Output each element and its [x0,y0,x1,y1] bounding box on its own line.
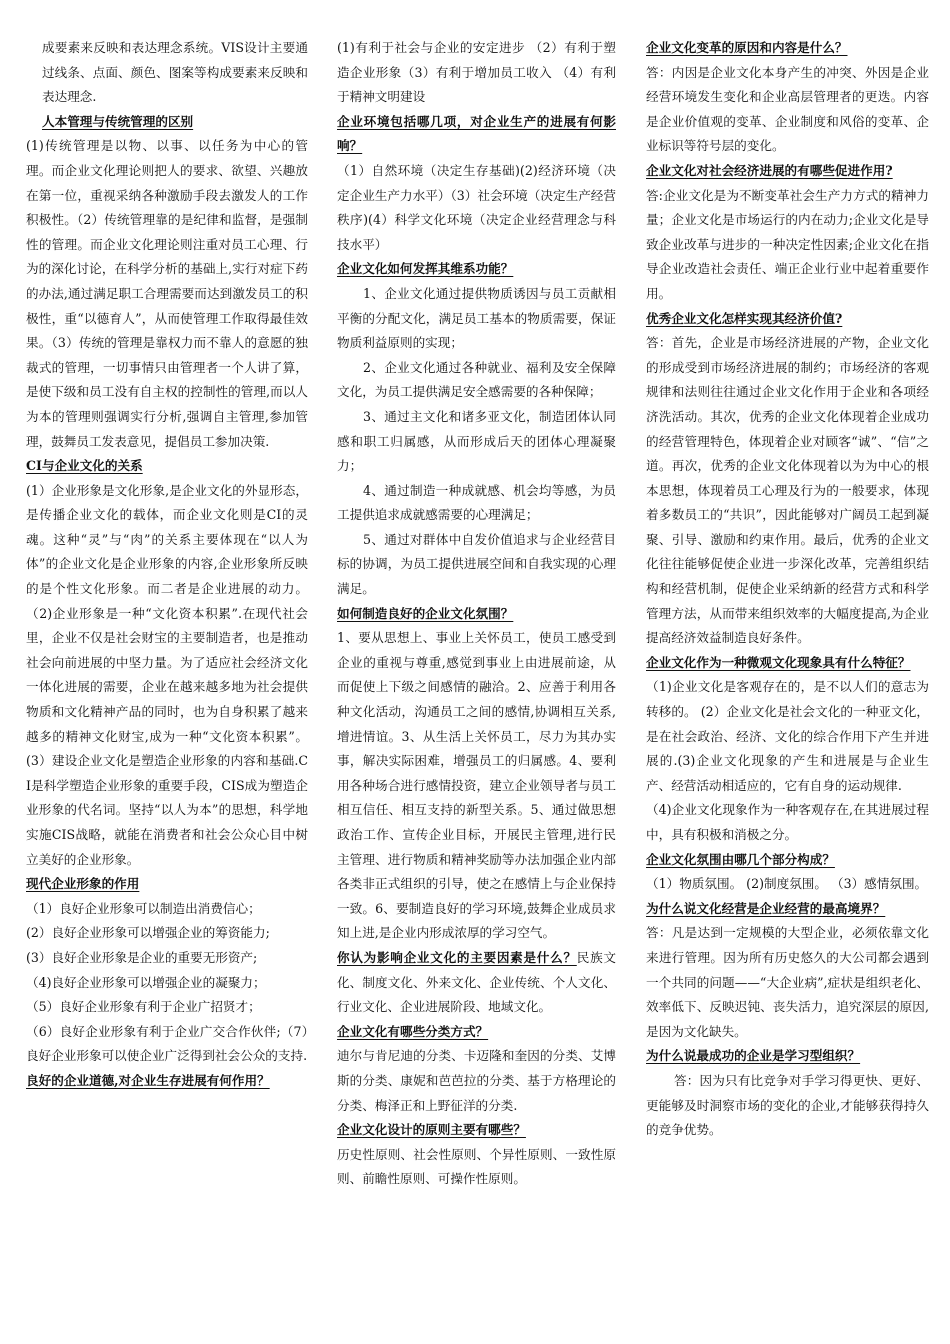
section-heading: 企业文化变革的原因和内容是什么？ [646,40,848,55]
paragraph: （1）物质氛围。 (2)制度氛围。 （3）感情氛围。 [646,876,928,892]
paragraph: 2、企业文化通过各种就业、福利及安全保障文化，为员工提供满足安全感需要的各种保障； [337,359,616,400]
paragraph-text: 民族文化、制度文化、外来文化、企业传统、个人文化、行业文化、企业进展阶段、地域文化。 [337,949,616,1015]
paragraph: 成要素来反映和表达理念系统。VIS设计主要通过线条、点面、颜色、图案等构成要素来反映和表达理念. [42,40,308,105]
list-item: (3）良好企业形象是企业的重要无形资产; [26,949,258,965]
paragraph: 4、通过制造一种成就感、机会均等感，为员工提供追求成就感需要的心理满足； [337,482,616,523]
section-heading: 为什么说最成功的企业是学习型组织？ [646,1048,861,1064]
column-middle [337,36,616,1192]
section-heading: 企业文化设计的原则主要有哪些？ [337,1122,526,1138]
paragraph: 迪尔与肯尼迪的分类、卡迈隆和奎因的分类、艾博斯的分类、康妮和芭芭拉的分类、基于方格理论的分类、梅泽正和上野征洋的分类. [337,1048,616,1113]
section-heading: CI与企业文化的关系 [26,458,143,474]
column-right [646,36,929,1143]
list-item: （4)良好企业形象可以增强企业的凝聚力； [26,974,266,990]
list-item: （6）良好企业形象有利于企业广交合作伙伴;（7）良好企业形象可以使企业广泛得到社会公众的支持. [26,1023,308,1064]
section-heading: 你认为影响企业文化的主要因素是什么？ [337,949,577,965]
paragraph: 答：因为只有比竞争对手学习得更快、更好、更能够及时洞察市场的变化的企业,才能够获得持久的竞争优势。 [646,1072,929,1138]
paragraph: 5、通过对群体中自发价值追求与企业经营目标的协调，为员工提供进展空间和自我实现的心理满足。 [337,531,616,597]
section-heading: 良好的企业道德,对企业生存进展有何作用？ [26,1072,270,1088]
section-heading: 企业文化氛围由哪几个部分构成？ [646,851,835,867]
list-item: （1）良好企业形象可以制造出消费信心； [26,900,261,916]
paragraph: 1、企业文化通过提供物质诱因与员工贡献相平衡的分配文化，满足员工基本的物质需要，保证物质利益原则的实现； [337,285,616,351]
section-heading: 企业文化对社会经济进展的有哪些促进作用? [646,162,893,178]
section-heading: 人本管理与传统管理的区别 [42,113,194,129]
paragraph: 答：首先，企业是市场经济进展的产物，企业文化的形成受到市场经济进展的制约；市场经济的客观规律和法则往往通过企业文化作用于企业和各项经济洗活动。其次，优秀的企业文化体现着企业成功的经营管理特色，体现着企业对顾客“诚”、“信”之道。再次，优秀的企业文化体现着以为为中心的根本思想，体现着员工心理及行为的一般要求，体现着多数员工的“共识”，因此能够对广阔员工起到凝聚、引导、激励和约束作用。最后，优秀的企业文化往往能够促使企业进一步深化改革，完善组织结构和经营机制，促使企业采纳新的经营方式和科学管理方法，从而带来组织效率的大幅度提高,为企业提高经济效益制造良好条件。 [646,335,929,646]
paragraph: (1）企业形象是文化形象,是企业文化的外显形态，是传播企业文化的载体，而企业文化则是CI的灵魂。这种“灵”与“肉”的关系主要体现在“以人为体”的企业文化是企业形象的内容,企业形象所反映的是个性文化形象。而二者是企业进展的动力。（2)企业形象是一种“文化资本积累”.在现代社会里，企业不仅是社会财宝的主要制造者，也是推动社会向前进展的中坚力量。为了适应社会经济文化一体化进展的需要，企业在越来越多地为社会提供物质和文化精神产品的同时，也为自身积累了越来越多的精神文化财宝,成为一种“文化资本积累”。(3）建设企业文化是塑造企业形象的内容和基础.CI是科学塑造企业形象的重要手段，CIS成为塑造企业形象的代名词。坚持“以人为本”的思想，科学地实施CIS战略，就能在消费者和社会公众心目中树立美好的企业形象。 [26,482,308,867]
section-heading: 优秀企业文化怎样实现其经济价值? [646,310,843,326]
section-heading: 企业环境包括哪几项，对企业生产的进展有何影响？ [337,113,616,154]
paragraph: 3、通过主文化和诸多亚文化，制造团体认同感和职工归属感，从而形成后天的团体心理凝聚力； [337,408,616,474]
section-heading: 企业文化有哪些分类方式？ [337,1023,489,1039]
paragraph [337,946,616,1020]
paragraph: 1、要从思想上、事业上关怀员工，使员工感受到企业的重视与尊重,感觉到事业上由进展前途，从而促使上下级之间感情的融洽。2、应善于利用各种文化活动，沟通员工之间的感情,协调相互关系,增进情谊。3、从生活上关怀员工，尽力为其办实事，解决实际困难，增强员工的归属感。4、要利用各种场合进行感情投资，建立企业领导者与员工相互信任、相互支持的新型关系。5、通过做思想政治工作、宣传企业目标，开展民主管理,进行民主管理、进行物质和精神奖励等办法加强企业内部各类非正式组织的引导，使之在感情上与企业保持一致。6、要制造良好的学习环境,鼓舞企业成员求知上进,是企业内形成浓厚的学习空气。 [337,630,616,941]
section-heading: 现代企业形象的作用 [26,876,140,892]
list-item: (2）良好企业形象可以增强企业的筹资能力; [26,925,270,941]
paragraph: (1)传统管理是以物、以事、以任务为中心的管理。而企业文化理论则把人的要求、欲望、兴趣放在第一位，重视采纳各种激励手段去激发人的工作积极性。（2）传统管理靠的是纪律和监督，是强制性的管理。而企业文化理论则注重对员工心理、行为的深化讨论，在科学分析的基础上,实行对症下药的办法,通过满足职工合理需要而达到激发员工的积极性，重“以德育人”，从而使管理工作取得最佳效果。（3）传统的管理是靠权力而不靠人的意愿的独裁式的管理，一切事情只由管理者一个人讲了算，是使下级和员工没有自主权的控制性的管理,而以人为本的管理则强调实行分析,强调自主管理,参加管理，鼓舞员工发表意见，提倡员工参加决策. [26,138,308,449]
section-heading: 如何制造良好的企业文化氛围？ [337,605,514,621]
section-heading: 企业文化作为一种微观文化现象具有什么特征？ [646,654,911,670]
paragraph: 答：内因是企业文化本身产生的冲突、外因是企业经营环境发生变化和企业高层管理者的更迭。内容是企业价值观的变革、企业制度和风俗的变革、企业标识等符号层的变化。 [646,64,929,154]
list-item: （5）良好企业形象有利于企业广招贤才； [26,999,261,1015]
paragraph: （1)企业文化是客观存在的，是不以人们的意志为转移的。 (2）企业文化是社会文化的一种亚文化，是在社会政治、经济、文化的综合作用下产生并进展的.(3)企业文化现象的产生和进展是与企业生产、经营活动相适应的，它有自身的运动规律. [646,679,929,793]
paragraph: 答：凡是达到一定规模的大型企业，必须依靠文化来进行管理。因为所有历史悠久的大公司都会遇到一个共同的问题——“大企业病”,症状是组织老化、效率低下、反映迟钝、丧失活力，追究深层的原因,是因为文化缺失。 [646,925,929,1039]
column-left [26,36,308,1094]
section-heading: 为什么说文化经营是企业经营的最高境界？ [646,900,886,916]
section-heading: 企业文化如何发挥其维系功能？ [337,261,514,277]
paragraph: 答:企业文化是为不断变革社会生产力方式的精神力量；企业文化是市场运行的内在动力;企业文化是导致企业改革与进步的一种决定性因素;企业文化在指导企业改造社会责任、端正企业行业中起着重要作用。 [646,187,929,301]
paragraph: (1)有利于社会与企业的安定进步 （2）有利于塑造企业形象（3）有利于增加员工收入 （4）有利于精神文明建设 [337,40,616,105]
paragraph: （4)企业文化现象作为一种客观存在,在其进展过程中，具有积极和消极之分。 [646,802,929,842]
paragraph: 历史性原则、社会性原则、个异性原则、一致性原则、前瞻性原则、可操作性原则。 [337,1146,616,1187]
paragraph: （1）自然环境（决定生存基础)(2)经济环境（决定企业生产力水平）（3）社会环境（决定生产经营秩序)(4）科学文化环境（决定企业经营理念与科技水平） [337,162,616,252]
